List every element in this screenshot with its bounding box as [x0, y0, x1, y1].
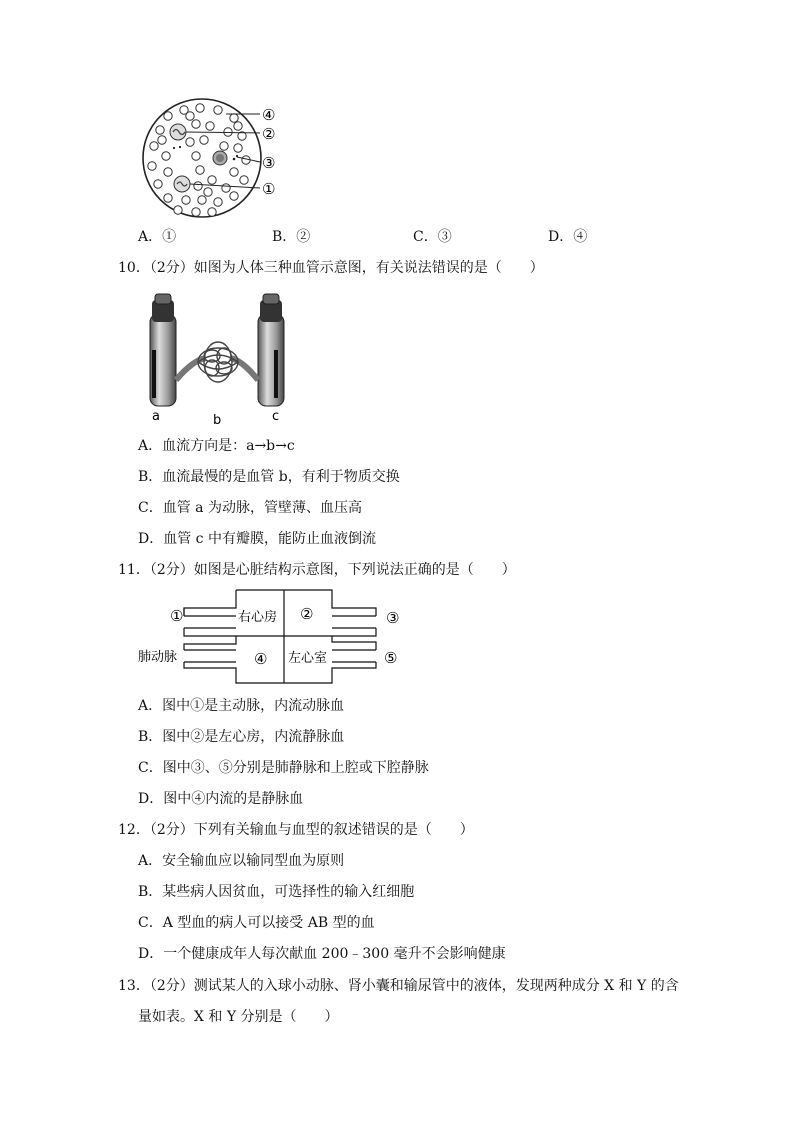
heart-label-2: ②	[300, 605, 314, 623]
heart-label-3: ③	[386, 609, 400, 627]
q10-stem: 10．（2分）如图为人体三种血管示意图，有关说法错误的是（ ）	[118, 260, 544, 276]
left-ventricle-label: 左心室	[288, 651, 328, 666]
red-blood-cell	[224, 128, 232, 136]
right-atrium-label: 右心房	[238, 610, 278, 625]
q11-stem: 11．（2分）如图是心脏结构示意图，下列说法正确的是（ ）	[118, 562, 516, 578]
q13-stem-line1: 13．（2分）测试某人的入球小动脉、肾小囊和输尿管中的液体，发现两种成分 X 和 Y 的含	[118, 978, 679, 994]
red-blood-cell	[162, 152, 170, 160]
q11-option-a[interactable]: A．图中①是主动脉，内流动脉血	[138, 698, 345, 714]
red-blood-cell	[206, 122, 214, 130]
red-blood-cell	[230, 114, 238, 122]
q11-option-c[interactable]: C．图中③、⑤分别是肺静脉和上腔或下腔静脉	[138, 760, 429, 776]
heart-structure-figure	[134, 586, 414, 686]
red-blood-cell	[164, 112, 172, 120]
q9-option-d[interactable]: D．④	[548, 229, 588, 245]
vessel-label-c: c	[272, 409, 280, 424]
red-blood-cell	[230, 192, 238, 200]
blood-label-2: ②	[262, 125, 276, 143]
q12-option-c[interactable]: C．A 型血的病人可以接受 AB 型的血	[138, 915, 375, 931]
red-blood-cell	[192, 120, 200, 128]
red-blood-cell	[240, 176, 248, 184]
q11-option-d[interactable]: D．图中④内流的是静脉血	[138, 791, 304, 807]
red-blood-cell	[196, 166, 204, 174]
q9-option-a[interactable]: A．①	[138, 229, 177, 245]
red-blood-cell	[194, 182, 202, 190]
q10-option-c[interactable]: C．血管 a 为动脉，管壁薄、血压高	[138, 500, 362, 516]
q12-option-d[interactable]: D．一个健康成年人每次献血 200﹣300 毫升不会影响健康	[138, 946, 506, 962]
q10-option-b[interactable]: B．血流最慢的是血管 b，有利于物质交换	[138, 469, 400, 485]
red-blood-cell	[154, 180, 162, 188]
blood-label-3: ③	[262, 154, 276, 172]
blood-label-1: ①	[262, 180, 276, 198]
red-blood-cell	[208, 208, 216, 216]
q12-option-a[interactable]: A．安全输血应以输同型血为原则	[138, 853, 345, 869]
red-blood-cell	[214, 198, 222, 206]
blood-smear-figure	[138, 96, 288, 224]
red-blood-cell	[208, 176, 216, 184]
q9-option-b[interactable]: B．②	[272, 229, 311, 245]
red-blood-cell	[182, 196, 190, 204]
red-blood-cell	[186, 112, 194, 120]
red-blood-cell	[164, 194, 172, 202]
red-blood-cell	[198, 196, 206, 204]
red-blood-cell	[156, 126, 164, 134]
q12-option-b[interactable]: B．某些病人因贫血，可选择性的输入红细胞	[138, 884, 415, 900]
red-blood-cell	[174, 206, 182, 214]
red-blood-cell	[186, 138, 194, 146]
red-blood-cell	[150, 142, 158, 150]
red-blood-cell	[164, 168, 172, 176]
q10-option-a[interactable]: A．血流方向是：a→b→c	[138, 438, 295, 454]
red-blood-cell	[192, 208, 200, 216]
red-blood-cell	[222, 184, 230, 192]
red-blood-cell	[196, 104, 204, 112]
red-blood-cell	[200, 136, 208, 144]
red-blood-cell	[158, 136, 166, 144]
red-blood-cell	[214, 106, 222, 114]
q10-option-d[interactable]: D．血管 c 中有瓣膜，能防止血液倒流	[138, 531, 376, 547]
blood-label-4: ④	[262, 106, 276, 124]
red-blood-cell	[230, 168, 238, 176]
pulmonary-artery-label: 肺动脉	[138, 650, 178, 665]
red-blood-cell	[234, 122, 242, 130]
vessel-label-b: b	[213, 413, 222, 428]
red-blood-cell	[204, 188, 212, 196]
blood-vessel-figure	[138, 290, 298, 428]
q11-option-b[interactable]: B．图中②是左心房，内流静脉血	[138, 729, 345, 745]
q9-option-c[interactable]: C．③	[413, 229, 452, 245]
heart-label-1: ①	[170, 607, 184, 625]
red-blood-cell	[234, 144, 242, 152]
heart-label-5: ⑤	[384, 649, 398, 667]
red-blood-cell	[192, 152, 200, 160]
red-blood-cell	[220, 142, 228, 150]
red-blood-cell	[148, 162, 156, 170]
q12-stem: 12．（2分）下列有关输血与血型的叙述错误的是（ ）	[118, 822, 474, 838]
heart-label-4: ④	[254, 650, 268, 668]
q13-stem-line2: 量如表。X 和 Y 分别是（ ）	[138, 1009, 339, 1025]
vessel-label-a: a	[152, 409, 160, 424]
